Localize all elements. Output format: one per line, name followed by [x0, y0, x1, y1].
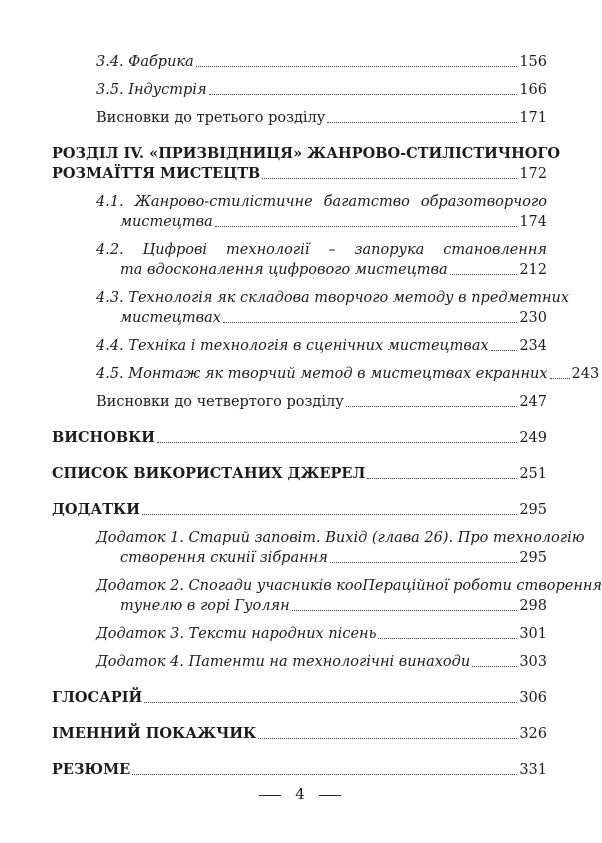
toc-page-number: 303 — [519, 654, 547, 670]
page-footer — [0, 785, 600, 803]
toc-entry-title-line2: та вдосконалення цифрового мистецтва — [120, 262, 448, 278]
toc-page-number: 156 — [519, 54, 547, 70]
toc-entry-title-line2: створення скинії зібрання — [120, 550, 328, 566]
dot-leader — [142, 514, 517, 515]
table-of-contents — [52, 52, 602, 788]
toc-entry-4-3[interactable] — [52, 288, 570, 328]
dot-leader — [196, 66, 518, 67]
dot-leader — [378, 638, 517, 639]
toc-page-number: 306 — [519, 690, 547, 706]
dot-leader — [327, 122, 517, 123]
dot-leader — [491, 350, 518, 351]
toc-entry-title: РЕЗЮМЕ — [52, 761, 131, 778]
dot-leader — [157, 442, 517, 443]
toc-entry-conclusions-3[interactable] — [52, 108, 547, 128]
toc-page-number: 174 — [519, 214, 547, 230]
toc-page-number: 295 — [519, 502, 547, 518]
toc-entry-summary[interactable] — [52, 760, 547, 780]
toc-entry-title: СПИСОК ВИКОРИСТАНИХ ДЖЕРЕЛ — [52, 465, 366, 482]
toc-page-number: 230 — [519, 310, 547, 326]
toc-entry-appendices[interactable] — [52, 500, 547, 520]
toc-entry-title-line2: тунелю в горі Гуолян — [120, 598, 290, 614]
dot-leader — [144, 702, 517, 703]
toc-entry-title: Висновки до четвертого розділу — [96, 394, 344, 410]
toc-entry-conclusions-4[interactable] — [52, 392, 547, 412]
toc-page-number: 251 — [519, 466, 547, 482]
toc-page-number: 172 — [519, 166, 547, 182]
toc-chapter-4[interactable] — [52, 144, 561, 184]
toc-page-number: 295 — [519, 550, 547, 566]
toc-entry-title-line1: 4.2. Цифрові технології – запорука становлення — [96, 242, 547, 258]
dot-leader — [132, 774, 517, 775]
toc-entry-title-line2: РОЗМАЇТТЯ МИСТЕЦТВ — [52, 165, 261, 182]
toc-entry-3-5[interactable] — [52, 80, 547, 100]
dot-leader — [292, 610, 518, 611]
toc-page-number: 234 — [519, 338, 547, 354]
toc-page-number: 212 — [519, 262, 547, 278]
toc-entry-title-line1: 4.3. Технологія як складова творчого методу в предметних — [96, 290, 570, 306]
toc-entry-title: 3.4. Фабрика — [96, 54, 194, 70]
toc-entry-title: ГЛОСАРІЙ — [52, 689, 143, 706]
toc-entry-title: ІМЕННИЙ ПОКАЖЧИК — [52, 725, 257, 742]
toc-page-number: 249 — [519, 430, 547, 446]
toc-entry-4-2[interactable] — [52, 240, 547, 280]
toc-entry-4-1[interactable] — [52, 192, 547, 232]
footer-dash-right — [319, 795, 341, 796]
dot-leader — [258, 738, 517, 739]
toc-entry-title-line1: Додаток 2. Спогади учасників кооПераційної роботи створення — [96, 578, 602, 594]
toc-entry-name-index[interactable] — [52, 724, 547, 744]
toc-entry-appendix-1[interactable] — [52, 528, 585, 568]
dot-leader — [215, 226, 518, 227]
toc-entry-conclusions[interactable] — [52, 428, 547, 448]
toc-entry-title-line2: мистецтвах — [120, 310, 221, 326]
toc-entry-glossary[interactable] — [52, 688, 547, 708]
toc-entry-title-line1: РОЗДІЛ IV. «ПРИЗВІДНИЦЯ» ЖАНРОВО-СТИЛІСТИЧНОГО — [52, 145, 561, 162]
toc-page-number: 166 — [519, 82, 547, 98]
toc-entry-4-4[interactable] — [52, 336, 547, 356]
footer-dash-left — [259, 795, 281, 796]
toc-entry-title-line1: Додаток 1. Старий заповіт. Вихід (глава 26). Про технологію — [96, 530, 585, 546]
toc-page-number: 331 — [519, 762, 547, 778]
toc-page-number: 171 — [519, 110, 547, 126]
dot-leader — [209, 94, 518, 95]
dot-leader — [550, 378, 570, 379]
toc-entry-title: 3.5. Індустрія — [96, 82, 207, 98]
toc-entry-title: ДОДАТКИ — [52, 501, 140, 518]
toc-entry-title: 4.5. Монтаж як творчий метод в мистецтвах екранних — [96, 366, 548, 382]
toc-page-number: 298 — [519, 598, 547, 614]
toc-entry-title: Висновки до третього розділу — [96, 110, 326, 126]
toc-page-number: 301 — [519, 626, 547, 642]
dot-leader — [450, 274, 518, 275]
toc-entry-appendix-3[interactable] — [52, 624, 547, 644]
toc-entry-title: 4.4. Техніка і технологія в сценічних мистецтвах — [96, 338, 489, 354]
toc-entry-title: Додаток 4. Патенти на технологічні винаходи — [96, 654, 471, 670]
toc-entry-4-5[interactable] — [52, 364, 600, 384]
toc-entry-appendix-2[interactable] — [52, 576, 602, 616]
dot-leader — [330, 562, 518, 563]
toc-page-number: 247 — [519, 394, 547, 410]
toc-entry-sources[interactable] — [52, 464, 547, 484]
dot-leader — [223, 322, 517, 323]
page-number: 4 — [295, 785, 305, 803]
toc-entry-appendix-4[interactable] — [52, 652, 547, 672]
dot-leader — [346, 406, 518, 407]
toc-entry-title: ВИСНОВКИ — [52, 429, 155, 446]
dot-leader — [262, 178, 517, 179]
toc-entry-title: Додаток 3. Тексти народних пісень — [96, 626, 377, 642]
toc-entry-3-4[interactable] — [52, 52, 547, 72]
dot-leader — [472, 666, 517, 667]
toc-page-number: 326 — [519, 726, 547, 742]
toc-entry-title-line1: 4.1. Жанрово-стилістичне багатство образотворчого — [96, 194, 547, 210]
toc-entry-title-line2: мистецтва — [120, 214, 213, 230]
dot-leader — [367, 478, 517, 479]
toc-page-number: 243 — [571, 366, 600, 382]
